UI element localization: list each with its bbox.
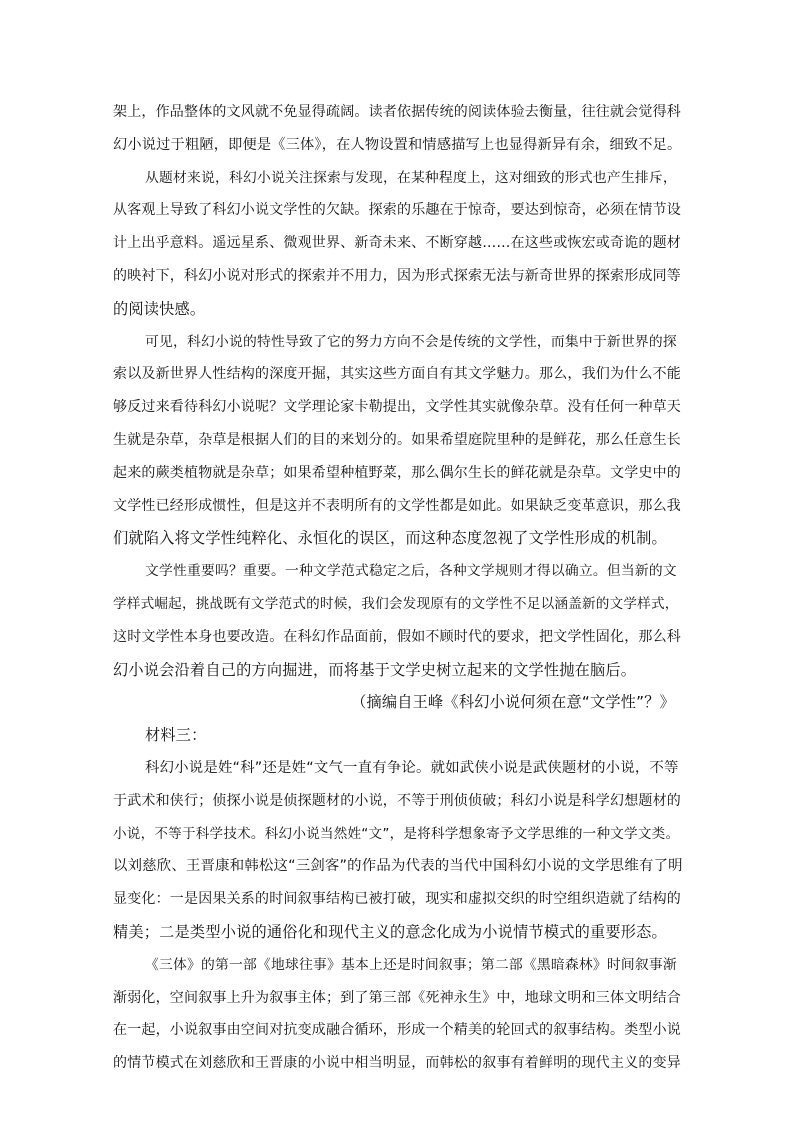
source-citation: （摘编自王峰《科幻小说何须在意“文学性”？》 [351, 693, 675, 712]
text-line: 精美；二是类型小说的通俗化和现代主义的意念化成为小说情节模式的重要形态。 [113, 922, 667, 941]
text-line: 幻小说会沿着自己的方向掘进，而将基于文学史树立起来的文学性抛在脑后。 [113, 660, 637, 679]
text-line: 架上，作品整体的文风就不免显得疏阔。读者依据传统的阅读体验去衡量，往往就会觉得科 [113, 104, 681, 120]
text-line: 渐弱化，空间叙事上升为叙事主体；到了第三部《死神永生》中，地球文明和三体文明结合 [113, 989, 681, 1006]
text-line: 的阅读快感。 [113, 299, 206, 318]
text-line: 起来的蕨类植物就是杂草；如果希望种植野菜，那么偶尔生长的鲜花就是杂草。文学史中的 [113, 464, 681, 481]
text-line: 以刘慈欣、王晋康和韩松这“三剑客”的作品为代表的当代中国科幻小说的文学思维有了明 [113, 858, 683, 875]
text-line: 小说，不等于科学技术。科幻小说当然姓“文”，是将科学想象寄予文学思维的一种文学文类。 [113, 825, 680, 842]
text-line: 够反过来看待科幻小说呢？文学理论家卡勒提出，文学性其实就像杂草。没有任何一种草天 [113, 399, 681, 416]
text-line: 从客观上导致了科幻小说文学性的欠缺。探索的乐趣在于惊奇，要达到惊奇，必须在情节设 [113, 202, 681, 219]
text-line: 索以及新世界人性结构的深度开掘，其实这些方面自有其文学魅力。那么，我们为什么不能 [113, 366, 681, 383]
text-line: 的映衬下，科幻小说对形式的探索并不用力，因为形式探索无法与新奇世界的探索形成同等 [113, 267, 681, 284]
text-line: 这时文学性本身也要改造。在科幻作品面前，假如不顾时代的要求，把文学性固化，那么科 [113, 628, 681, 645]
paragraph-start-line: 文学性重要吗？重要。一种文学范式稳定之后，各种文学规则才得以确立。但当新的文 [145, 563, 677, 580]
paragraph-start-line: 《三体》的第一部《地球往事》基本上还是时间叙事；第二部《黑暗森林》时间叙事渐 [145, 956, 677, 973]
paragraph-start-line: 从题材来说，科幻小说关注探索与发现，在某种程度上，这对细致的形式也产生排斥， [145, 169, 677, 186]
text-line: 文学性已经形成惯性，但是这并不表明所有的文学性都是如此。如果缺乏变革意识，那么我 [113, 497, 681, 514]
text-line: 于武术和侠行；侦探小说是侦探题材的小说，不等于刑侦侦破；科幻小说是科学幻想题材的 [113, 792, 681, 809]
text-line: 的情节模式在刘慈欣和王晋康的小说中相当明显，而韩松的叙事有着鲜明的现代主义的变异 [113, 1055, 681, 1072]
text-line: 学样式崛起，挑战既有文学范式的时候，我们会发现原有的文学性不足以涵盖新的文学样式， [113, 595, 679, 612]
text-line: 在一起，小说叙事由空间对抗变成融合循环，形成一个精美的轮回式的叙事结构。类型小说 [113, 1022, 681, 1039]
text-line: 生就是杂草，杂草是根据人们的目的来划分的。如果希望庭院里种的是鲜花，那么任意生长 [113, 431, 681, 448]
paragraph-start-line: 科幻小说是姓“科”还是姓“文气一直有争论。就如武侠小说是武侠题材的小说，不等 [145, 759, 679, 776]
text-line: 显变化：一是因果关系的时间叙事结构已被打破，现实和虚拟交织的时空组织造就了结构的 [113, 891, 681, 908]
document-body [113, 96, 683, 1080]
text-line: 幻小说过于粗陋，即便是《三体》，在人物设置和情感描写上也显得新异有余，细致不足。 [113, 136, 682, 153]
paragraph-start-line: 可见，科幻小说的特性导致了它的努力方向不会是传统的文学性，而集中于新世界的探 [145, 333, 677, 350]
section-heading: 材料三： [145, 726, 207, 745]
text-line: 们就陷入将文学性纯粹化、永恒化的误区，而这种态度忽视了文学性形成的机制。 [113, 529, 667, 548]
text-line: 计上出乎意料。遥远星系、微观世界、新奇未来、不断穿越……在这些或恢宏或奇诡的题材 [113, 235, 681, 252]
